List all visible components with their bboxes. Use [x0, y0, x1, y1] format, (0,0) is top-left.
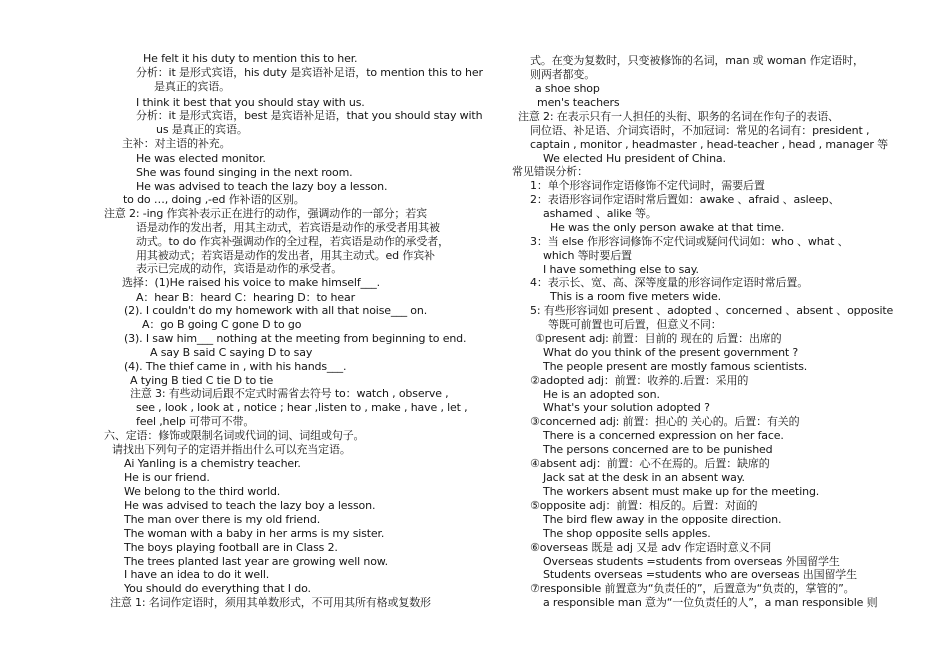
text-line: men's teachers	[537, 96, 620, 109]
text-line: 分析：it 是形式宾语，best 是宾语补足语，that you should stay with	[136, 109, 483, 122]
text-line: 语是动作的发出者，用其主动式，若宾语是动作的承受者用其被	[136, 221, 440, 234]
text-line: a responsible man 意为“一位负责任的人”，a man responsible 则	[543, 596, 878, 609]
text-line: The boys playing football are in Class 2.	[124, 541, 338, 554]
text-line: A：go B going C gone D to go	[142, 318, 302, 331]
text-line: 2：表语形容词作定语时常后置如：awake 、afraid 、asleep、	[530, 193, 840, 206]
text-line: He is our friend.	[124, 471, 210, 484]
text-line: Jack sat at the desk in an absent way.	[543, 471, 745, 484]
text-line: He was elected monitor.	[136, 152, 266, 165]
text-line: 选择：(1)He raised his voice to make himself___.	[122, 276, 380, 289]
text-line: 分析：it 是形式宾语，his duty 是宾语补足语，to mention this to her	[136, 66, 483, 79]
text-line: ①present adj: 前置：目前的 现在的 后置：出席的	[535, 332, 782, 345]
text-line: ⑦responsible 前置意为“负责任的”，后置意为“负责的，掌管的”。	[530, 582, 855, 595]
text-line: A：hear B：heard C：hearing D：to hear	[136, 291, 355, 304]
text-line: 动式。to do 作宾补强调动作的全过程，若宾语是动作的承受者，	[136, 235, 449, 248]
text-line: 六、定语：修饰或限制名词或代词的词、词组或句子。	[104, 429, 365, 442]
text-line: A tying B tied C tie D to tie	[130, 374, 274, 387]
text-line: The people present are mostly famous scientists.	[543, 360, 808, 373]
text-line: The woman with a baby in her arms is my sister.	[124, 527, 385, 540]
text-line: He is an adopted son.	[543, 388, 660, 401]
text-line: to do …, doing ,-ed 作补语的区别。	[123, 193, 305, 206]
text-line: The shop opposite sells apples.	[543, 527, 711, 540]
text-line: Students overseas =students who are overseas 出国留学生	[543, 568, 857, 581]
text-line: us 是真正的宾语。	[156, 123, 248, 136]
text-line: feel ,help 可带可不带。	[136, 415, 255, 428]
text-line: ③concerned adj: 前置：担心的 关心的。后置：有关的	[530, 415, 800, 428]
text-line: 5: 有些形容词如 present 、adopted 、concerned 、absent 、opposite	[530, 304, 894, 317]
text-line: He was advised to teach the lazy boy a lesson.	[136, 180, 388, 193]
text-line: 3：当 else 作形容词修饰不定代词或疑问代词如：who 、what 、	[530, 235, 849, 248]
text-line: The bird flew away in the opposite direction.	[543, 513, 782, 526]
text-line: I think it best that you should stay with us.	[136, 96, 365, 109]
text-line: ④absent adj：前置：心不在焉的。后置：缺席的	[530, 457, 770, 470]
text-line: He was the only person awake at that time.	[550, 221, 785, 234]
text-line: There is a concerned expression on her face.	[543, 429, 784, 442]
text-line: I have an idea to do it well.	[124, 568, 270, 581]
text-line: What do you think of the present government ?	[543, 346, 799, 359]
text-line: Overseas students =students from overseas 外国留学生	[543, 555, 840, 568]
text-line: 同位语、补足语、介词宾语时，不加冠词：常见的名词有：president ,	[530, 124, 870, 137]
text-line: We belong to the third world.	[124, 485, 281, 498]
text-line: (4). The thief came in , with his hands___.	[124, 360, 347, 373]
text-line: The trees planted last year are growing well now.	[124, 555, 388, 568]
text-line: Ai Yanling is a chemistry teacher.	[124, 457, 301, 470]
text-line: ⑥overseas 既是 adj 又是 adv 作定语时意义不同	[530, 541, 772, 554]
text-line: 1：单个形容词作定语修饰不定代词时，需要后置	[530, 179, 765, 192]
text-line: This is a room five meters wide.	[550, 290, 721, 303]
text-line: 4：表示长、宽、高、深等度量的形容词作定语时常后置。	[530, 276, 809, 289]
text-line: a shoe shop	[535, 82, 600, 95]
text-line: 注意 2: 在表示只有一人担任的头衔、职务的名词在作句子的表语、	[518, 110, 839, 123]
text-line: ⑤opposite adj：前置：相反的。后置：对面的	[530, 499, 758, 512]
text-line: (3). I saw him___ nothing at the meeting from beginning to end.	[124, 332, 467, 345]
text-line: ②adopted adj：前置：收养的.后置：采用的	[530, 374, 749, 387]
text-line: 是真正的宾语。	[154, 80, 230, 93]
text-line: 等既可前置也可后置，但意义不同：	[548, 318, 722, 331]
text-line: He felt it his duty to mention this to her.	[143, 52, 358, 65]
text-line: 注意 3: 有些动词后跟不定式时需省去符号 to：watch , observe ,	[130, 387, 449, 400]
text-line: (2). I couldn't do my homework with all that noise___ on.	[124, 304, 428, 317]
text-line: The man over there is my old friend.	[124, 513, 321, 526]
text-line: 注意 1: 名词作定语时，须用其单数形式，不可用其所有格或复数形	[110, 596, 431, 609]
text-line: What's your solution adopted ?	[543, 401, 710, 414]
text-line: 表示已完成的动作，宾语是动作的承受者。	[136, 262, 343, 275]
text-line: The workers absent must make up for the meeting.	[543, 485, 820, 498]
text-line: see , look , look at , notice ; hear ,listen to , make , have , let ,	[136, 401, 468, 414]
text-line: captain , monitor , headmaster , head-teacher , head , manager 等	[530, 138, 888, 151]
text-line: The persons concerned are to be punished	[543, 443, 773, 456]
text-line: He was advised to teach the lazy boy a lesson.	[124, 499, 376, 512]
text-line: 请找出下列句子的定语并指出什么可以充当定语。	[112, 443, 351, 456]
text-line: I have something else to say.	[543, 263, 699, 276]
text-line: 常见错误分析：	[512, 165, 588, 178]
text-line: You should do everything that I do.	[124, 582, 311, 595]
text-line: 注意 2: -ing 作宾补表示正在进行的动作，强调动作的一部分；若宾	[104, 207, 427, 220]
text-line: 用其被动式；若宾语是动作的发出者，用其主动式。ed 作宾补	[136, 249, 435, 262]
text-line: which 等时要后置	[543, 249, 632, 262]
text-line: A say B said C saying D to say	[150, 346, 313, 359]
text-line: We elected Hu president of China.	[543, 152, 726, 165]
text-line: 主补：对主语的补充。	[122, 137, 231, 150]
text-line: ashamed 、alike 等。	[543, 207, 657, 220]
text-line: She was found singing in the next room.	[136, 166, 353, 179]
text-line: 则两者都变。	[530, 68, 596, 81]
text-line: 式。在变为复数时，只变被修饰的名词，man 或 woman 作定语时，	[530, 54, 864, 67]
